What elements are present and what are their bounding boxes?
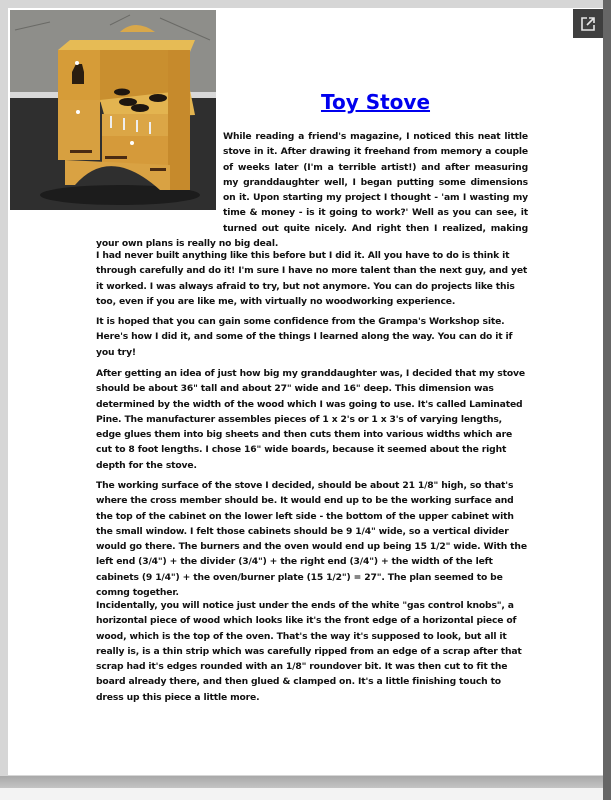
paragraph: It is hoped that you can gain some confidence from the Grampa's Workshop site. Here's how I did it, and some of the things I learned along the way. You can do it if you try!: [96, 316, 513, 358]
paragraph: While reading a friend's magazine, I noticed this neat little stove in it. After drawing it freehand from memory a couple of weeks later (I'm a terrible artist!) and after measuring my granddaughter well, I began putting some dimensions on it. Upon starting my project I thought - 'am I wasting my time & money - is it going to work?' Well as you can see, it turned out quite nicely. And right then I realized, making your own plans is really no big deal.: [96, 131, 528, 250]
paragraph: I had never built anything like this before but I did it. All you have to do is think it through carefully and do it! I'm sure I have no more talent than the next guy, and yet it worked. I was always afraid to try, but not anymore. You can do projects like this too, even if you are like me, with virtually no woodworking experience.: [96, 250, 528, 307]
page-title[interactable]: Toy Stove: [320, 90, 431, 114]
paragraph-1-wrapper: [96, 129, 528, 251]
document-page: [8, 8, 603, 775]
scrollbar[interactable]: [603, 0, 611, 800]
next-page-edge: [0, 788, 603, 800]
page-separator: [0, 776, 603, 788]
paragraph: Incidentally, you will notice just under the ends of the white "gas control knobs", a horizontal piece of wood which looks like it's the front edge of a horizontal piece of wood, which is the top of the oven. That's the way it's supposed to look, but all it really is, is a thin strip which was carefully ripped from an edge of a scrap after that scrap had it's edges rounded with an 1/8" roundover bit. It was then cut to fit the board already there, and then glued & clamped on. It's a little finishing touch to dress up this piece a little more.: [96, 600, 522, 703]
popout-button[interactable]: [573, 9, 603, 38]
paragraph: The working surface of the stove I decided, should be about 21 1/8" high, so that's where the cross member should be. It would end up to be the working surface and the top of the cabinet on the lower left side - the bottom of the upper cabinet with the small window. I felt those cabinets should be 9 1/4" wide, so a vertical divider would go there. The burners and the oven would end up being 15 1/2" wide. With the left end (3/4") + the divider (3/4") + the right end (3/4") + the width of the left cabinets (9 1/4") + the oven/burner plate (15 1/2") = 27". The plan seemed to be comng together.: [96, 480, 527, 599]
image-float-spacer: [96, 129, 223, 233]
paragraph: After getting an idea of just how big my granddaughter was, I decided that my stove should be about 36" tall and about 27" wide and 16" deep. This dimension was determined by the width of the wood which I was going to use. It's called Laminated Pine. The manufacturer assembles pieces of 1 x 2's or 1 x 3's of varying lengths, edge glues them into big sheets and then cuts them into various widths which are cut to 8 foot lengths. I chose 16" wide boards, because it seemed about the right depth for the stove.: [96, 368, 525, 471]
open-in-new-window-icon: [581, 17, 595, 31]
